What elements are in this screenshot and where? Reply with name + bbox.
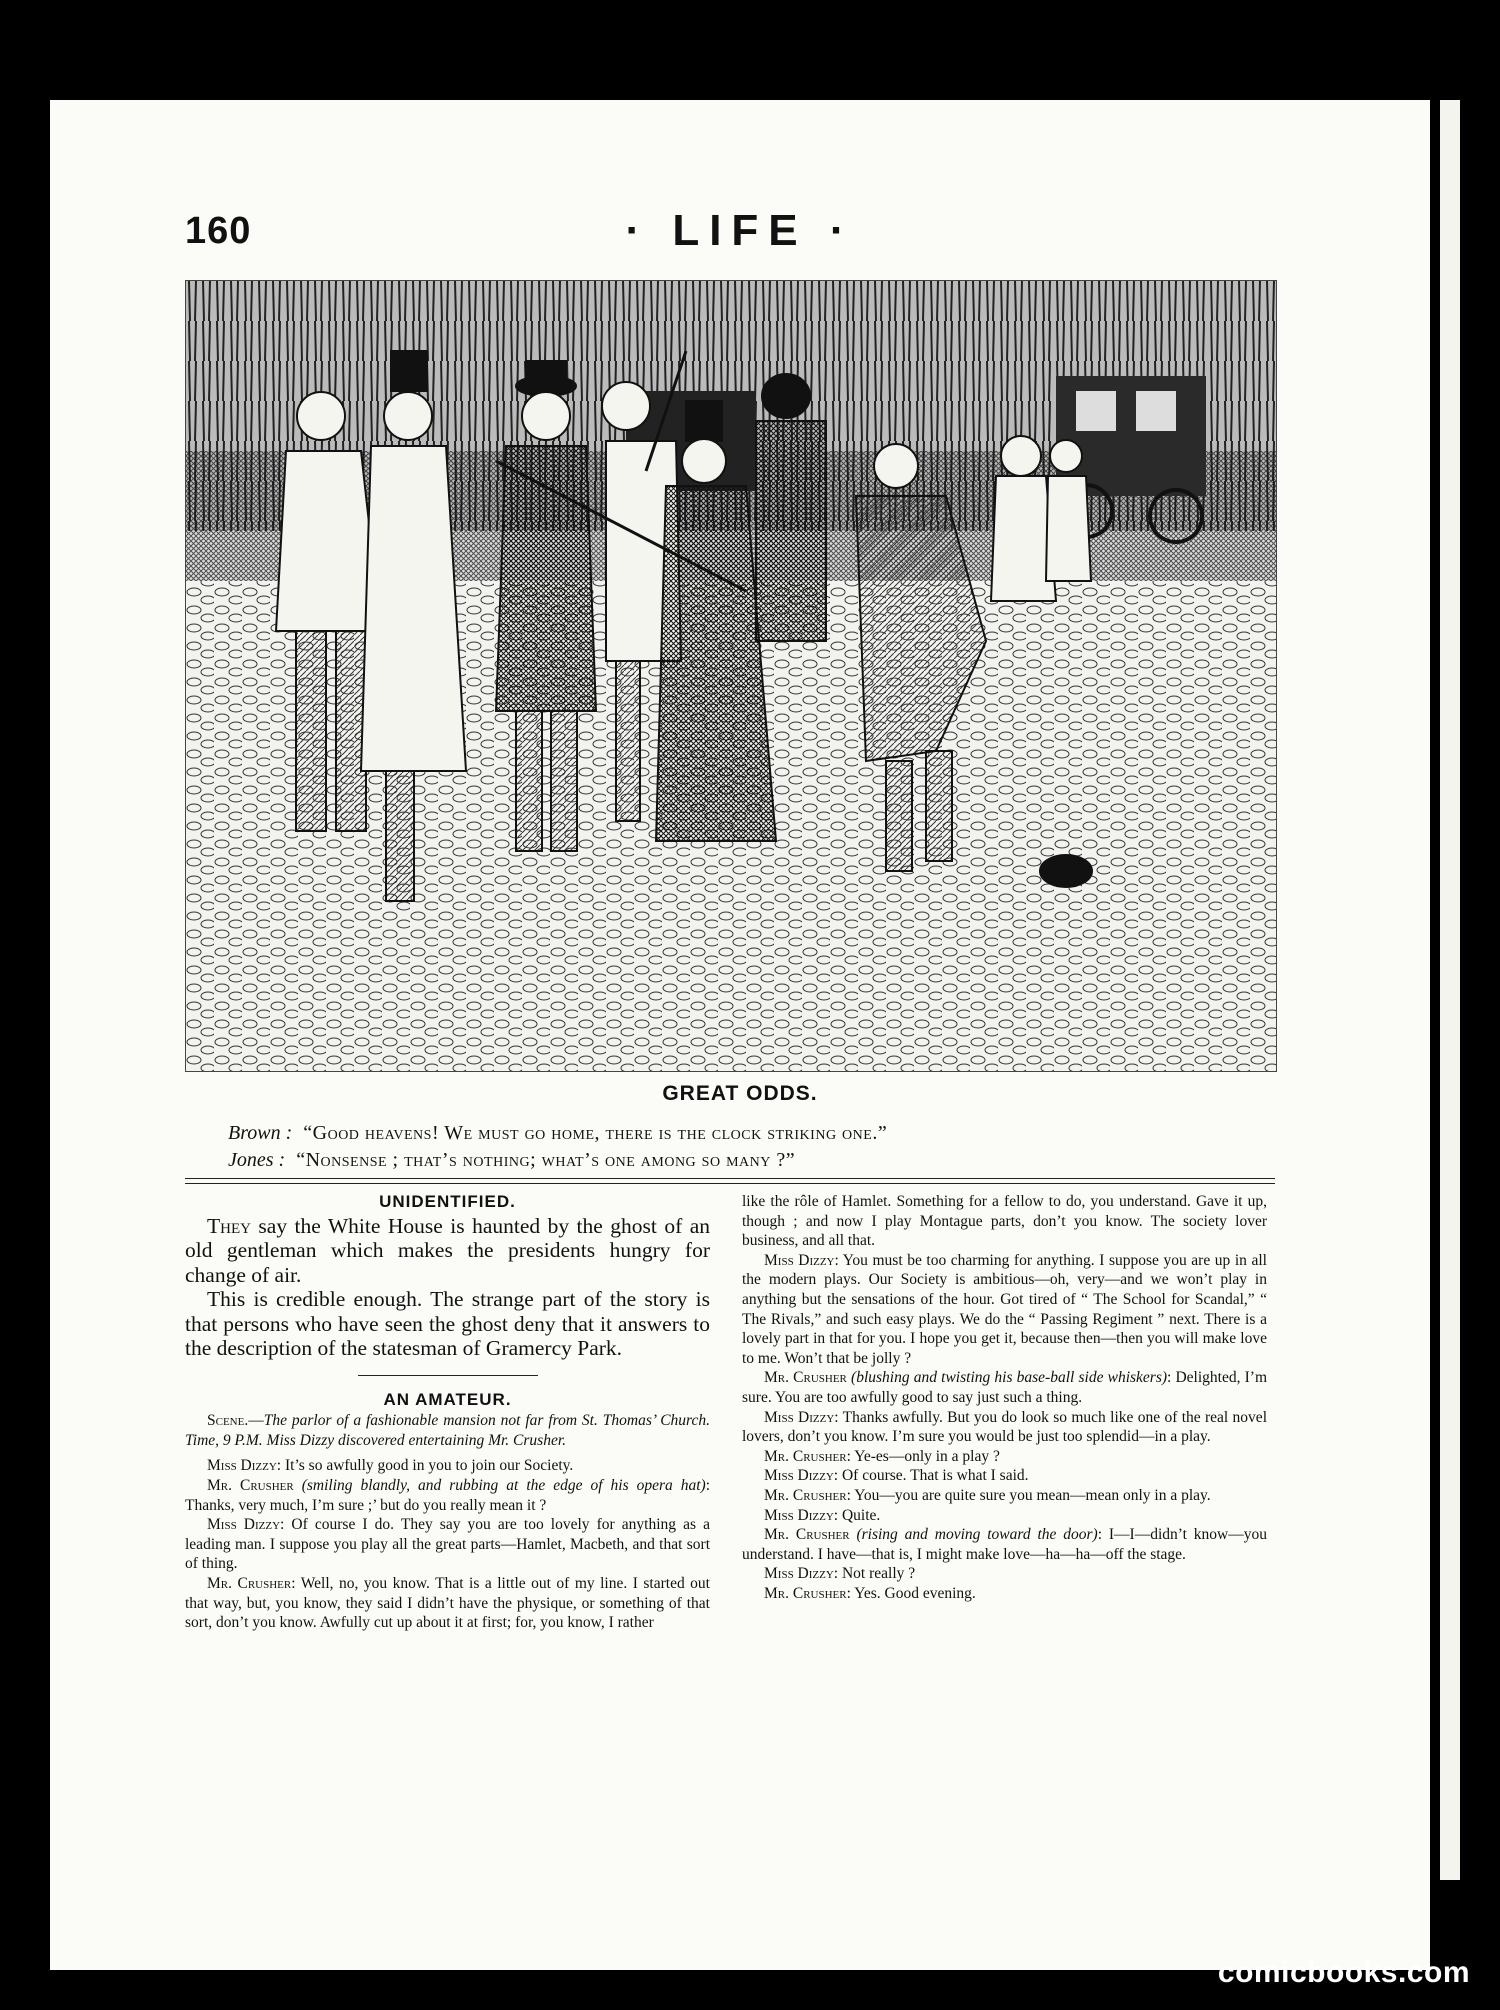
speaker-name: Mr. Crusher: [207, 1574, 296, 1592]
page-header [50, 206, 1430, 270]
dialogue-continuation: like the rôle of Hamlet. Something for a fellow to do, you understand. Gave it up, though ; and now I play Montague parts, don’t you know. The society lover business, and all that. [742, 1193, 1267, 1250]
watermark: comicbooks.com [1217, 1956, 1470, 1989]
masthead-title: · LIFE · [625, 206, 855, 255]
speech: You must be too charming for anything. I suppose you are up in all the modern plays. Our Society is ambitious—oh, very—and we won’t play in anything but the sensations of the hour. Got tired of “ The School for Scandal,” “ The Rivals,” and such easy plays. We do the “ Passing Regiment ” next. There is a lovely part in that for you. I hope you get it, because then—then you will make love to me. Won’t that be jolly ? [742, 1251, 1267, 1367]
section-title-amateur: AN AMATEUR. [383, 1389, 512, 1409]
dialogue-line [742, 1506, 1267, 1526]
scene-description [185, 1411, 710, 1450]
speaker-name: Miss Dizzy: [764, 1251, 839, 1269]
dialogue-line [742, 1564, 1267, 1584]
speaker-name: Mr. Crusher: [764, 1584, 851, 1602]
dialogue-line [185, 1515, 710, 1574]
speech: : Delighted, I’m sure. You are too awfully good to say just such a thing. [742, 1369, 1268, 1406]
speech: Quite. [838, 1506, 881, 1524]
magazine-page [50, 100, 1430, 1970]
speaker-name: Miss Dizzy: [764, 1408, 839, 1426]
speaker-name: Mr. Crusher: [764, 1447, 851, 1465]
speaker-name: Miss Dizzy: [207, 1516, 285, 1534]
speech: Well, no, you know. That is a little out of my line. I started out that way, but, you know, they said I didn’t have the physique, or something of that sort, don’t you know. Awfully cut up about it at first; for, you know, I rather [185, 1574, 710, 1632]
speech: : I—I—didn’t know—you understand. I have—that is, I might make love—ha—ha—off the stage. [742, 1526, 1267, 1563]
dialogue-line [742, 1525, 1267, 1564]
scene-text: The parlor of a fashionable mansion not far from St. Thomas’ Church. Time, 9 P.M. Miss Dizzy discovered entertaining Mr. Crusher. [185, 1412, 710, 1449]
speech: : Thanks, very much, I’m sure ;’ but do you really mean it ? [185, 1476, 711, 1514]
stage-direction: (blushing and twisting his base-ball side whiskers) [851, 1369, 1168, 1387]
brown-line [228, 1120, 887, 1147]
speaker-name: Miss Dizzy: [764, 1506, 839, 1524]
unidentified-paragraph-2: This is credible enough. The strange part of the story is that persons who have seen the ghost deny that it answers to the description of the statesman of Gramercy Park. [185, 1287, 710, 1361]
divider-rule [185, 1183, 1275, 1184]
speech: Yes. Good evening. [850, 1584, 976, 1602]
brown-quote: “Good heavens! We must go home, there is the clock striking one.” [303, 1122, 888, 1144]
brown-speaker: Brown : [228, 1122, 293, 1144]
jones-quote: “Nonsense ; that’s nothing; what’s one among so many ?” [296, 1149, 796, 1171]
speaker-name: Miss Dizzy: [764, 1467, 839, 1485]
dialogue-line [185, 1476, 710, 1515]
speech: Ye-es—only in a play ? [850, 1447, 1000, 1465]
speaker-name: Miss Dizzy: [764, 1565, 839, 1583]
cartoon-dialogue [228, 1120, 887, 1174]
dialogue-line [742, 1368, 1267, 1407]
speaker-name: Miss Dizzy: [207, 1457, 282, 1475]
speaker-name: Mr. Crusher [764, 1526, 850, 1544]
drop-lead: They [207, 1213, 251, 1238]
dialogue-line [742, 1251, 1267, 1369]
speaker-name: Mr. Crusher [207, 1476, 294, 1494]
divider-rule [185, 1178, 1275, 1179]
dialogue-line [185, 1574, 710, 1633]
jones-line [228, 1147, 887, 1174]
dialogue-line [185, 1456, 710, 1476]
dialogue-line [742, 1486, 1267, 1506]
cartoon-illustration [185, 280, 1277, 1072]
speech: Of course. That is what I said. [838, 1467, 1029, 1485]
speech: You—you are quite sure you mean—mean only in a play. [850, 1486, 1211, 1504]
speech: Thanks awfully. But you do look so much like one of the real novel lovers, don’t you know. I’m sure you would be just too splendid—in a play. [742, 1408, 1267, 1446]
dialogue-line [742, 1466, 1267, 1486]
speech: Not really ? [838, 1565, 916, 1583]
dialogue-line [742, 1408, 1267, 1447]
speaker-name: Mr. Crusher [764, 1369, 847, 1387]
right-column [742, 1192, 1267, 1603]
section-title-unidentified: UNIDENTIFIED. [379, 1192, 516, 1211]
paragraph-text: say the White House is haunted by the ghost of an old gentleman which makes the presidents hungry for change of air. [185, 1213, 710, 1287]
stage-direction: (smiling blandly, and rubbing at the edge of his opera hat) [301, 1476, 706, 1494]
adjacent-page-edge [1440, 100, 1460, 1880]
unidentified-paragraph-1 [185, 1214, 710, 1288]
cartoon-title: GREAT ODDS. [662, 1082, 818, 1105]
speaker-name: Mr. Crusher: [764, 1486, 851, 1504]
dialogue-line [742, 1584, 1267, 1604]
left-column [185, 1192, 710, 1633]
section-rule [358, 1375, 538, 1376]
scene-label: Scene.— [207, 1412, 264, 1430]
speech: It’s so awfully good in you to join our Society. [281, 1457, 574, 1475]
jones-speaker: Jones : [228, 1149, 286, 1171]
stage-direction: (rising and moving toward the door) [856, 1526, 1098, 1544]
page-number: 160 [185, 210, 252, 252]
speech: Of course I do. They say you are too lovely for anything as a leading man. I suppose you play all the great parts—Hamlet, Macbeth, and that sort of thing. [185, 1516, 710, 1573]
dialogue-line [742, 1447, 1267, 1467]
